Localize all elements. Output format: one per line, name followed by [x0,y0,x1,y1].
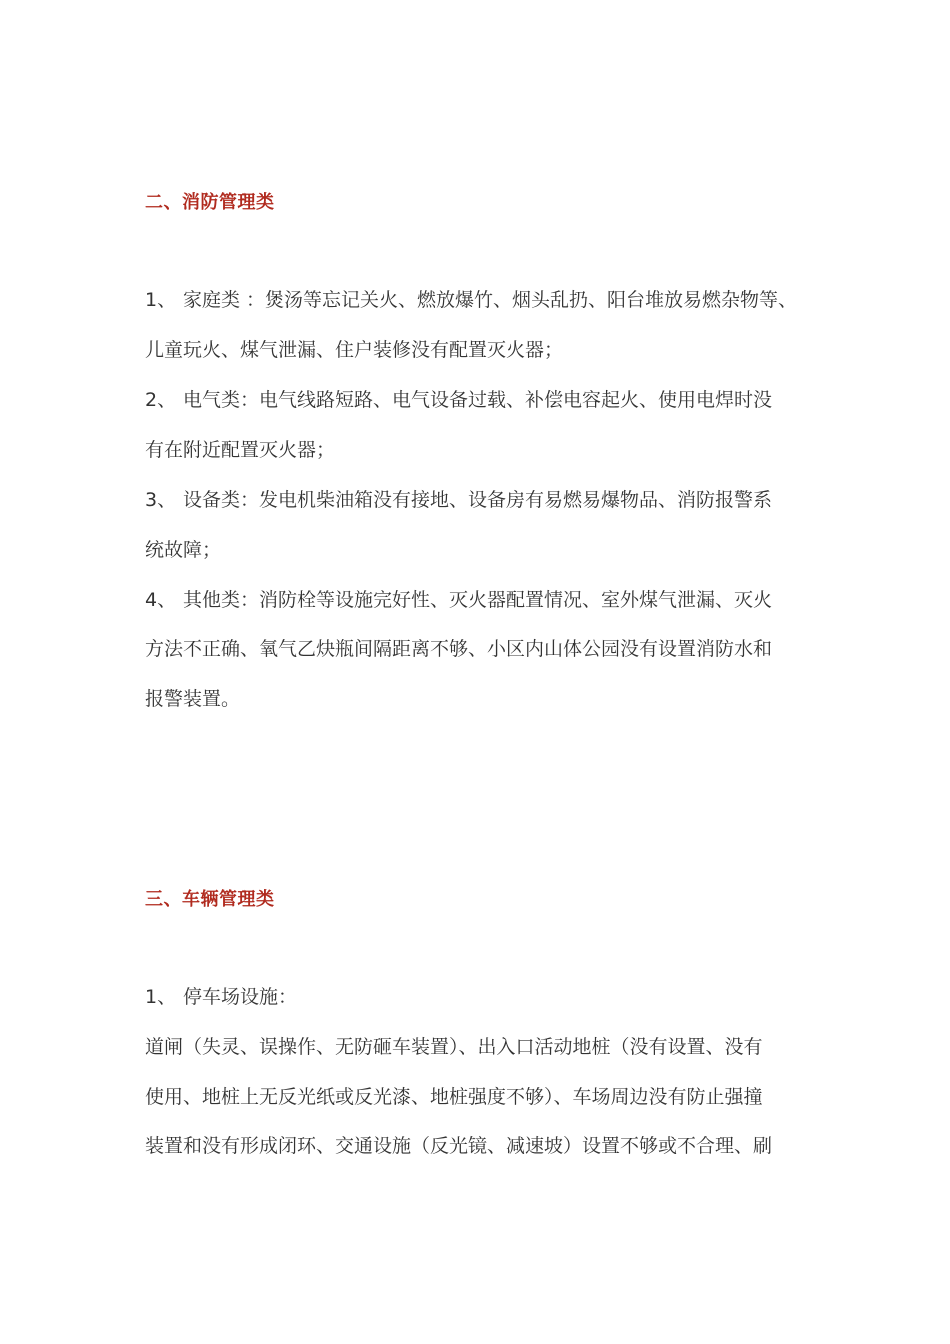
section-heading-fire: 二、消防管理类 [145,192,275,213]
list-item-electrical-line1 [145,388,772,412]
item-number: 3、 [145,489,177,511]
item-number: 4、 [145,589,177,611]
paragraph-line: 使用、地桩上无反光纸或反光漆、地桩强度不够）、车场周边没有防止强撞 [145,1086,763,1108]
item-text: 电气类：电气线路短路、电气设备过载、补偿电容起火、使用电焊时没 [183,389,773,411]
item-number: 2、 [145,389,177,411]
item-number: 1、 [145,986,177,1008]
list-item-equipment-line2: 统故障； [145,539,222,561]
list-item-equipment-line1 [145,488,772,512]
list-item-household-line1 [145,288,797,312]
item-text: 停车场设施： [183,986,298,1008]
list-item-parking-facilities [145,985,297,1009]
list-item-household-line2: 儿童玩火、煤气泄漏、住户装修没有配置灭火器； [145,339,564,361]
item-number: 1、 [145,289,177,311]
section-heading-vehicle: 三、车辆管理类 [145,889,275,910]
paragraph-line: 装置和没有形成闭环、交通设施（反光镜、减速坡）设置不够或不合理、刷 [145,1135,773,1157]
list-item-other-line1 [145,588,772,612]
item-text: 其他类：消防栓等设施完好性、灭火器配置情况、室外煤气泄漏、灭火 [183,589,773,611]
list-item-other-line3: 报警装置。 [145,688,241,710]
item-text: 家庭类 ：煲汤等忘记关火、燃放爆竹、烟头乱扔、阳台堆放易燃杂物等、 [183,289,798,311]
list-item-other-line2: 方法不正确、氧气乙炔瓶间隔距离不够、小区内山体公园没有设置消防水和 [145,638,773,660]
item-text: 设备类：发电机柴油箱没有接地、设备房有易燃易爆物品、消防报警系 [183,489,773,511]
paragraph-line: 道闸（失灵、误操作、无防砸车装置）、出入口活动地桩（没有设置、没有 [145,1036,763,1058]
list-item-electrical-line2: 有在附近配置灭火器； [145,439,336,461]
